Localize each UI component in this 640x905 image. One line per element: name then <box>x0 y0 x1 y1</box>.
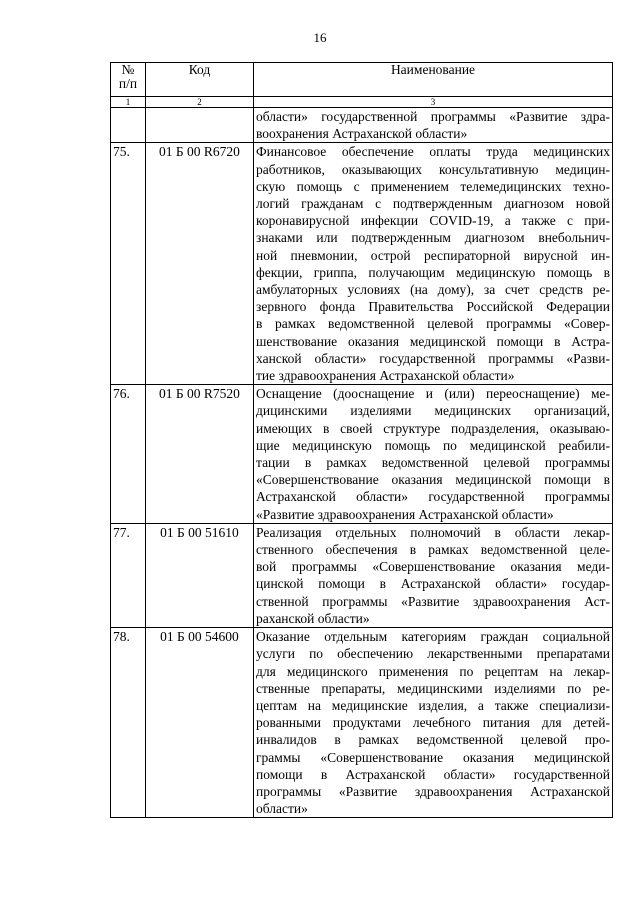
text-line: услуги по обеспечению лекарственными препаратами <box>256 646 610 662</box>
text-line: области» <box>256 801 308 817</box>
text-line: граммы «Совершенствование оказания медицинской <box>256 749 610 765</box>
text-line: раханской области» <box>256 610 370 626</box>
table-row <box>111 523 613 627</box>
row-name <box>254 628 613 818</box>
column-number-2: 2 <box>146 97 254 108</box>
header-row <box>111 63 613 97</box>
text-line: логий гражданам с подтвержденным диагнозом новой <box>256 196 610 212</box>
text-line: помощи в Астраханской области» государственной <box>256 766 610 782</box>
text-line: Оснащение (дооснащение и (или) переоснащение) ме- <box>256 386 610 402</box>
row-number: 75. <box>111 143 146 385</box>
text-line: ной пневмонии, острой респираторной вирусной ин- <box>256 247 610 263</box>
row-name <box>254 523 613 627</box>
table-row <box>111 628 613 818</box>
text-line: имеющих в своей структуре подразделения, оказываю- <box>256 420 610 436</box>
text-line: «Совершенствование оказания медицинской помощи в <box>256 472 610 488</box>
text-line: ственной программы «Развитие здравоохранения Аст- <box>256 593 610 609</box>
table-row <box>111 143 613 385</box>
row-code: 01 Б 00 54600 <box>146 628 254 818</box>
header-num <box>111 63 146 97</box>
table-row <box>111 385 613 524</box>
row-code: 01 Б 00 R6720 <box>146 143 254 385</box>
text-line: для медицинского применения по рецептам на лекар- <box>256 663 610 679</box>
text-line: цептам на медицинские изделия, а также специализи- <box>256 697 610 713</box>
text-line: ственные препараты, медицинскими изделиями по ре- <box>256 680 610 696</box>
text-line: программы «Развитие здравоохранения Астраханской <box>256 783 610 799</box>
text-line: цинской помощи в Астраханской области» государ- <box>256 576 610 592</box>
text-line: коронавирусной инфекции COVID-19, а также с при- <box>256 213 610 229</box>
text-line: скую помощь с применением телемедицинских техно- <box>256 178 610 194</box>
column-number-1: 1 <box>111 97 146 108</box>
column-number-row <box>111 97 613 108</box>
text-line: Реализация отдельных полномочий в области лекар- <box>256 524 610 540</box>
text-line: шенствование оказания медицинской помощи в Астра- <box>256 333 610 349</box>
header-name: Наименование <box>254 63 613 97</box>
text-line: Астраханской области» государственной программы <box>256 489 610 505</box>
row-name <box>254 385 613 524</box>
text-line: области» государственной программы «Развитие здра- <box>256 109 610 124</box>
text-line: тие здравоохранения Астраханской области» <box>256 368 515 384</box>
text-line: дицинскими изделиями медицинских организаций, <box>256 403 610 419</box>
row-name <box>254 143 613 385</box>
text-line: вой программы «Совершенствование оказания меди- <box>256 559 610 575</box>
text-line: Финансовое обеспечение оплаты труда медицинских <box>256 144 610 160</box>
continuation-row <box>111 108 613 143</box>
continuation-name <box>254 108 613 143</box>
text-line: в рамках ведомственной целевой программы «Совер- <box>256 316 610 332</box>
text-line: знаками или подтвержденным диагнозом внебольнич- <box>256 230 610 246</box>
row-number: 76. <box>111 385 146 524</box>
text-line: амбулаторных условиях (на дому), за счет средств ре- <box>256 282 610 298</box>
header-num-label: № п/п <box>118 62 138 91</box>
header-code: Код <box>146 63 254 97</box>
row-number: 77. <box>111 523 146 627</box>
text-line: «Развитие здравоохранения Астраханской области» <box>256 506 554 522</box>
text-line: ственного обеспечения в рамках ведомственной целе- <box>256 542 610 558</box>
column-number-3: 3 <box>254 97 613 108</box>
text-line: воохранения Астраханской области» <box>256 126 468 142</box>
row-code: 01 Б 00 51610 <box>146 523 254 627</box>
budget-classification-table <box>110 62 613 818</box>
text-line: ханской области» государственной программы «Разви- <box>256 350 610 366</box>
page-number: 16 <box>313 30 327 45</box>
text-line: Оказание отдельным категориям граждан социальной <box>256 629 610 645</box>
text-line: работников, оказывающих консультативную медицин- <box>256 161 610 177</box>
row-code: 01 Б 00 R7520 <box>146 385 254 524</box>
text-line: тации в рамках ведомственной целевой программы <box>256 455 610 471</box>
text-line: фекции, гриппа, получающим медицинскую помощь в <box>256 264 610 280</box>
continuation-code <box>146 108 254 143</box>
text-line: щие медицинскую помощь по медицинской реабили- <box>256 437 610 453</box>
text-line: зервного фонда Правительства Российской Федерации <box>256 299 610 315</box>
text-line: инвалидов в рамках ведомственной целевой про- <box>256 732 610 748</box>
row-number: 78. <box>111 628 146 818</box>
continuation-num <box>111 108 146 143</box>
text-line: рованными продуктами лечебного питания для детей- <box>256 715 610 731</box>
